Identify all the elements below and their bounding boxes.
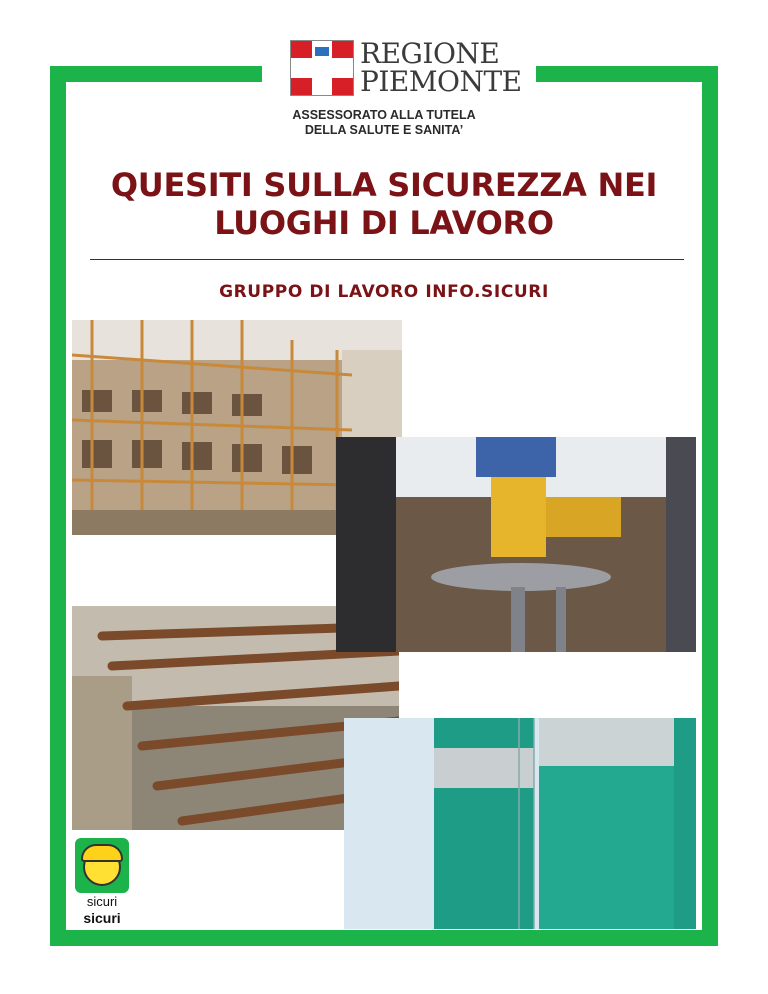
regione-emblem-icon [290,40,354,96]
logo-line-1: REGIONE [360,37,500,70]
dept-line-1: ASSESSORATO ALLA TUTELA [292,108,476,122]
document-title [70,166,698,242]
title-divider [90,259,684,260]
badge-line-1: sicuri [86,894,118,909]
logo-text [360,37,522,98]
dept-line-2: DELLA SALUTE E SANITA’ [304,123,464,137]
photo-silos [344,718,696,929]
logo-line-2: PIEMONTE [360,65,522,98]
photo-mixer-machine [336,437,696,652]
title-line-2: LUOGHI DI LAVORO [214,204,554,242]
smiley-hardhat-icon [75,838,129,893]
sicuri-mascot-badge [75,838,129,926]
badge-line-2: sicuri [83,910,121,926]
regione-piemonte-logo [290,37,522,98]
document-subtitle: GRUPPO DI LAVORO INFO.SICURI [219,282,549,302]
title-line-1: QUESITI SULLA SICUREZZA NEI [110,166,658,204]
department-name [240,108,528,138]
